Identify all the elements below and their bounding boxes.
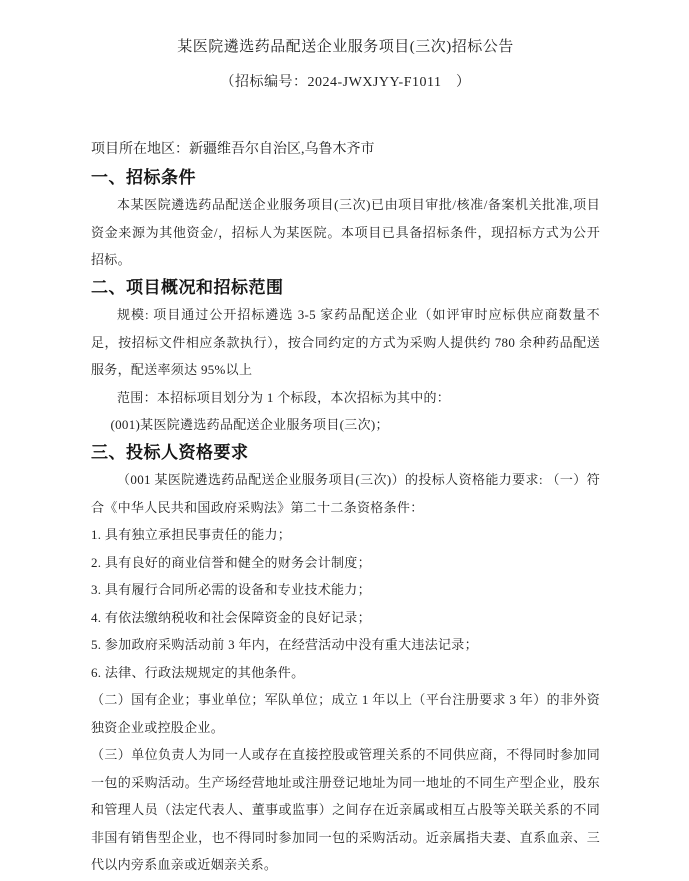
tender-conditions-paragraph: 本某医院遴选药品配送企业服务项目(三次)已由项目审批/核准/备案机关批准,项目资金来源为其他资金/，招标人为某医院。本项目已具备招标条件，现招标方式为公开招标。 — [91, 197, 600, 267]
qualification-item-4: 4. 有依法缴纳税收和社会保障资金的良好记录； — [91, 609, 371, 625]
project-scope-line: 范围：本招标项目划分为 1 个标段，本次招标为其中的： — [117, 389, 451, 405]
qualification-intro-paragraph: （001 某医院遴选药品配送企业服务项目(三次)）的投标人资格能力要求: （一）符合《中华人民共和国政府采购法》第二十二条资格条件： — [91, 472, 600, 515]
qualification-item-1: 1. 具有独立承担民事责任的能力； — [91, 527, 292, 542]
project-scale-paragraph: 规模: 项目通过公开招标遴选 3-5 家药品配送企业（如评审时应标供应商数量不足，按招标文件相应条款执行），按合同约定的方式为采购人提供约 780 余种药品配送服务，配送率须达 95%以上 — [91, 307, 600, 377]
qualification-clause-2-paragraph: （二）国有企业；事业单位；军队单位；成立 1 年以上（平台注册要求 3 年）的非外资独资企业或控股企业。 — [91, 692, 600, 735]
section-heading-bidder-qualifications: 三、投标人资格要求 — [91, 442, 249, 462]
document-title: 某医院遴选药品配送企业服务项目(三次)招标公告 — [177, 39, 514, 55]
project-location-line: 项目所在地区：新疆维吾尔自治区,乌鲁木齐市 — [91, 142, 375, 157]
tender-number-line: （招标编号：2024-JWXJYY-F1011 ） — [220, 75, 471, 90]
qualification-item-6: 6. 法律、行政法规规定的其他条件。 — [91, 664, 305, 680]
section-heading-tender-conditions: 一、招标条件 — [91, 167, 196, 187]
qualification-item-5: 5. 参加政府采购活动前 3 年内，在经营活动中没有重大违法记录； — [91, 637, 478, 652]
qualification-item-3: 3. 具有履行合同所必需的设备和专业技术能力； — [91, 582, 371, 597]
qualification-clause-3-paragraph: （三）单位负责人为同一人或存在直接控股或管理关系的不同供应商，不得同时参加同一包的采购活动。生产场经营地址或注册登记地址为同一地址的不同生产型企业，股东和管理人员（法定代表人、董事或监事）之间存在近亲属或相互占股等关联关系的不同非国有销售型企业，也不得同时参加同一包的采购活动。近亲属指夫妻、直系血亲、三代以内旁系血亲或近姻亲关系。 — [91, 747, 600, 872]
qualification-item-2: 2. 具有良好的商业信誉和健全的财务会计制度； — [91, 554, 371, 570]
bid-section-001-line: (001)某医院遴选药品配送企业服务项目(三次)； — [110, 417, 389, 432]
section-heading-project-overview: 二、项目概况和招标范围 — [91, 277, 284, 297]
